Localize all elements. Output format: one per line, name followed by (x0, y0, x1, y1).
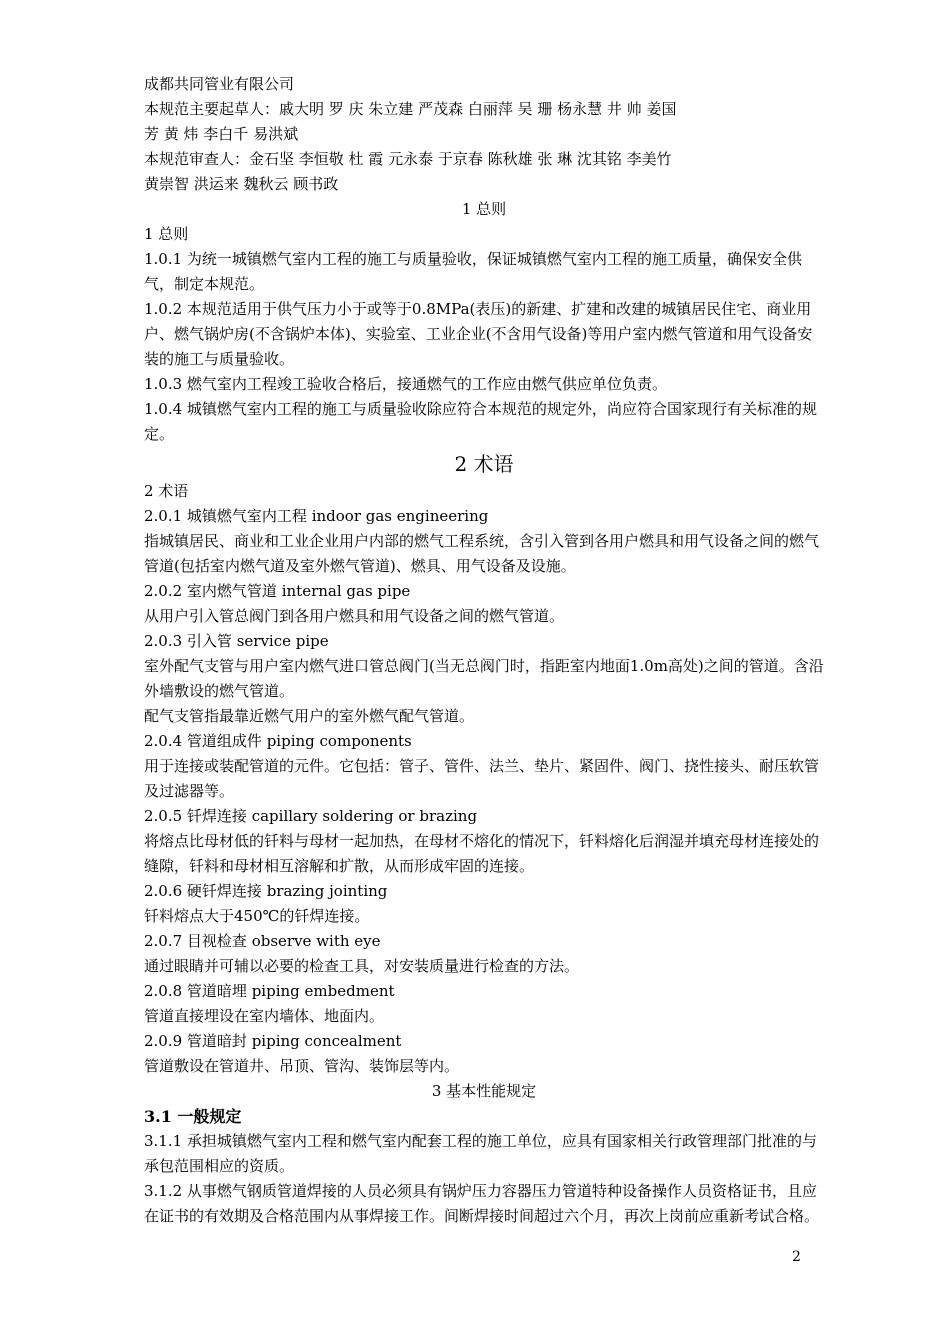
clause-1-0-2: 1.0.2 本规范适用于供气压力小于或等于0.8MPa(表压)的新建、扩建和改建的城镇居民住宅、商业用户、燃气锅炉房(不含锅炉本体)、实验室、工业企业(不含用气设备)等用户室内燃气管道和用气设备安装的施工与质量验收。 (144, 300, 813, 368)
term-2-0-9-definition: 管道敷设在管道井、吊顶、管沟、装饰层等内。 (144, 1057, 460, 1075)
term-2-0-6-definition: 钎料熔点大于450℃的钎焊连接。 (144, 907, 370, 925)
clause-3-1-1: 3.1.1 承担城镇燃气室内工程和燃气室内配套工程的施工单位，应具有国家相关行政管理部门批准的与承包范围相应的资质。 (144, 1132, 817, 1175)
chapter-2-heading: 2 术语 (144, 482, 189, 500)
drafters-line-2: 芳 黄 炜 李白千 易洪斌 (144, 125, 299, 143)
chapter-1-title: 1 总则 (461, 200, 507, 218)
clause-1-0-1: 1.0.1 为统一城镇燃气室内工程的施工与质量验收，保证城镇燃气室内工程的施工质量，确保安全供气，制定本规范。 (144, 250, 802, 293)
page-content (144, 72, 824, 1229)
term-2-0-7: 2.0.7 目视检查 observe with eye (144, 932, 381, 950)
term-2-0-8-definition: 管道直接埋设在室内墙体、地面内。 (144, 1007, 385, 1025)
term-2-0-4-definition: 用于连接或装配管道的元件。它包括：管子、管件、法兰、垫片、紧固件、阀门、挠性接头、耐压软管及过滤器等。 (144, 757, 820, 800)
reviewers-line-2: 黄崇智 洪运来 魏秋云 顾书政 (144, 175, 339, 193)
term-2-0-9: 2.0.9 管道暗封 piping concealment (144, 1032, 402, 1050)
term-2-0-2: 2.0.2 室内燃气管道 internal gas pipe (144, 582, 411, 600)
clause-1-0-4: 1.0.4 城镇燃气室内工程的施工与质量验收除应符合本规范的规定外，尚应符合国家现行有关标准的规定。 (144, 400, 817, 443)
organization-line: 成都共同管业有限公司 (144, 75, 295, 93)
term-2-0-5: 2.0.5 钎焊连接 capillary soldering or brazing (144, 807, 478, 825)
clause-3-1-2: 3.1.2 从事燃气钢质管道焊接的人员必须具有锅炉压力容器压力管道特种设备操作人员资格证书，且应在证书的有效期及合格范围内从事焊接工作。间断焊接时间超过六个月，再次上岗前应重新考试合格。 (144, 1182, 820, 1225)
page-number: 2 (792, 1249, 801, 1265)
section-3-1-heading: 3.1 一般规定 (144, 1107, 242, 1126)
term-2-0-7-definition: 通过眼睛并可辅以必要的检查工具，对安装质量进行检查的方法。 (144, 957, 580, 975)
term-2-0-8: 2.0.8 管道暗埋 piping embedment (144, 982, 395, 1000)
term-2-0-1-definition: 指城镇居民、商业和工业企业用户内部的燃气工程系统，含引入管到各用户燃具和用气设备之间的燃气管道(包括室内燃气道及室外燃气管道)、燃具、用气设备及设施。 (144, 532, 820, 575)
term-2-0-3-note: 配气支管指最靠近燃气用户的室外燃气配气管道。 (144, 707, 475, 725)
term-2-0-5-definition: 将熔点比母材低的钎料与母材一起加热，在母材不熔化的情况下，钎料熔化后润湿并填充母材连接处的缝隙，钎料和母材相互溶解和扩散，从而形成牢固的连接。 (144, 832, 820, 875)
clause-1-0-3: 1.0.3 燃气室内工程竣工验收合格后，接通燃气的工作应由燃气供应单位负责。 (144, 375, 667, 393)
term-2-0-2-definition: 从用户引入管总阀门到各用户燃具和用气设备之间的燃气管道。 (144, 607, 565, 625)
term-2-0-3-definition: 室外配气支管与用户室内燃气进口管总阀门(当无总阀门时，指距室内地面1.0m高处)之间的管道。含沿外墙敷设的燃气管道。 (144, 657, 824, 700)
term-2-0-3: 2.0.3 引入管 service pipe (144, 632, 329, 650)
term-2-0-1: 2.0.1 城镇燃气室内工程 indoor gas engineering (144, 507, 489, 525)
reviewers-line-1: 本规范审查人：金石坚 李恒敬 杜 霞 元永泰 于京春 陈秋雄 张 琳 沈其铭 李美竹 (144, 150, 672, 168)
drafters-line-1: 本规范主要起草人：戚大明 罗 庆 朱立建 严茂森 白丽萍 吴 珊 杨永慧 井 帅 姜国 (144, 100, 677, 118)
chapter-2-title: 2 术语 (454, 452, 514, 476)
term-2-0-6: 2.0.6 硬钎焊连接 brazing jointing (144, 882, 388, 900)
term-2-0-4: 2.0.4 管道组成件 piping components (144, 732, 412, 750)
chapter-1-heading: 1 总则 (144, 225, 189, 243)
chapter-3-title: 3 基本性能规定 (431, 1082, 537, 1100)
